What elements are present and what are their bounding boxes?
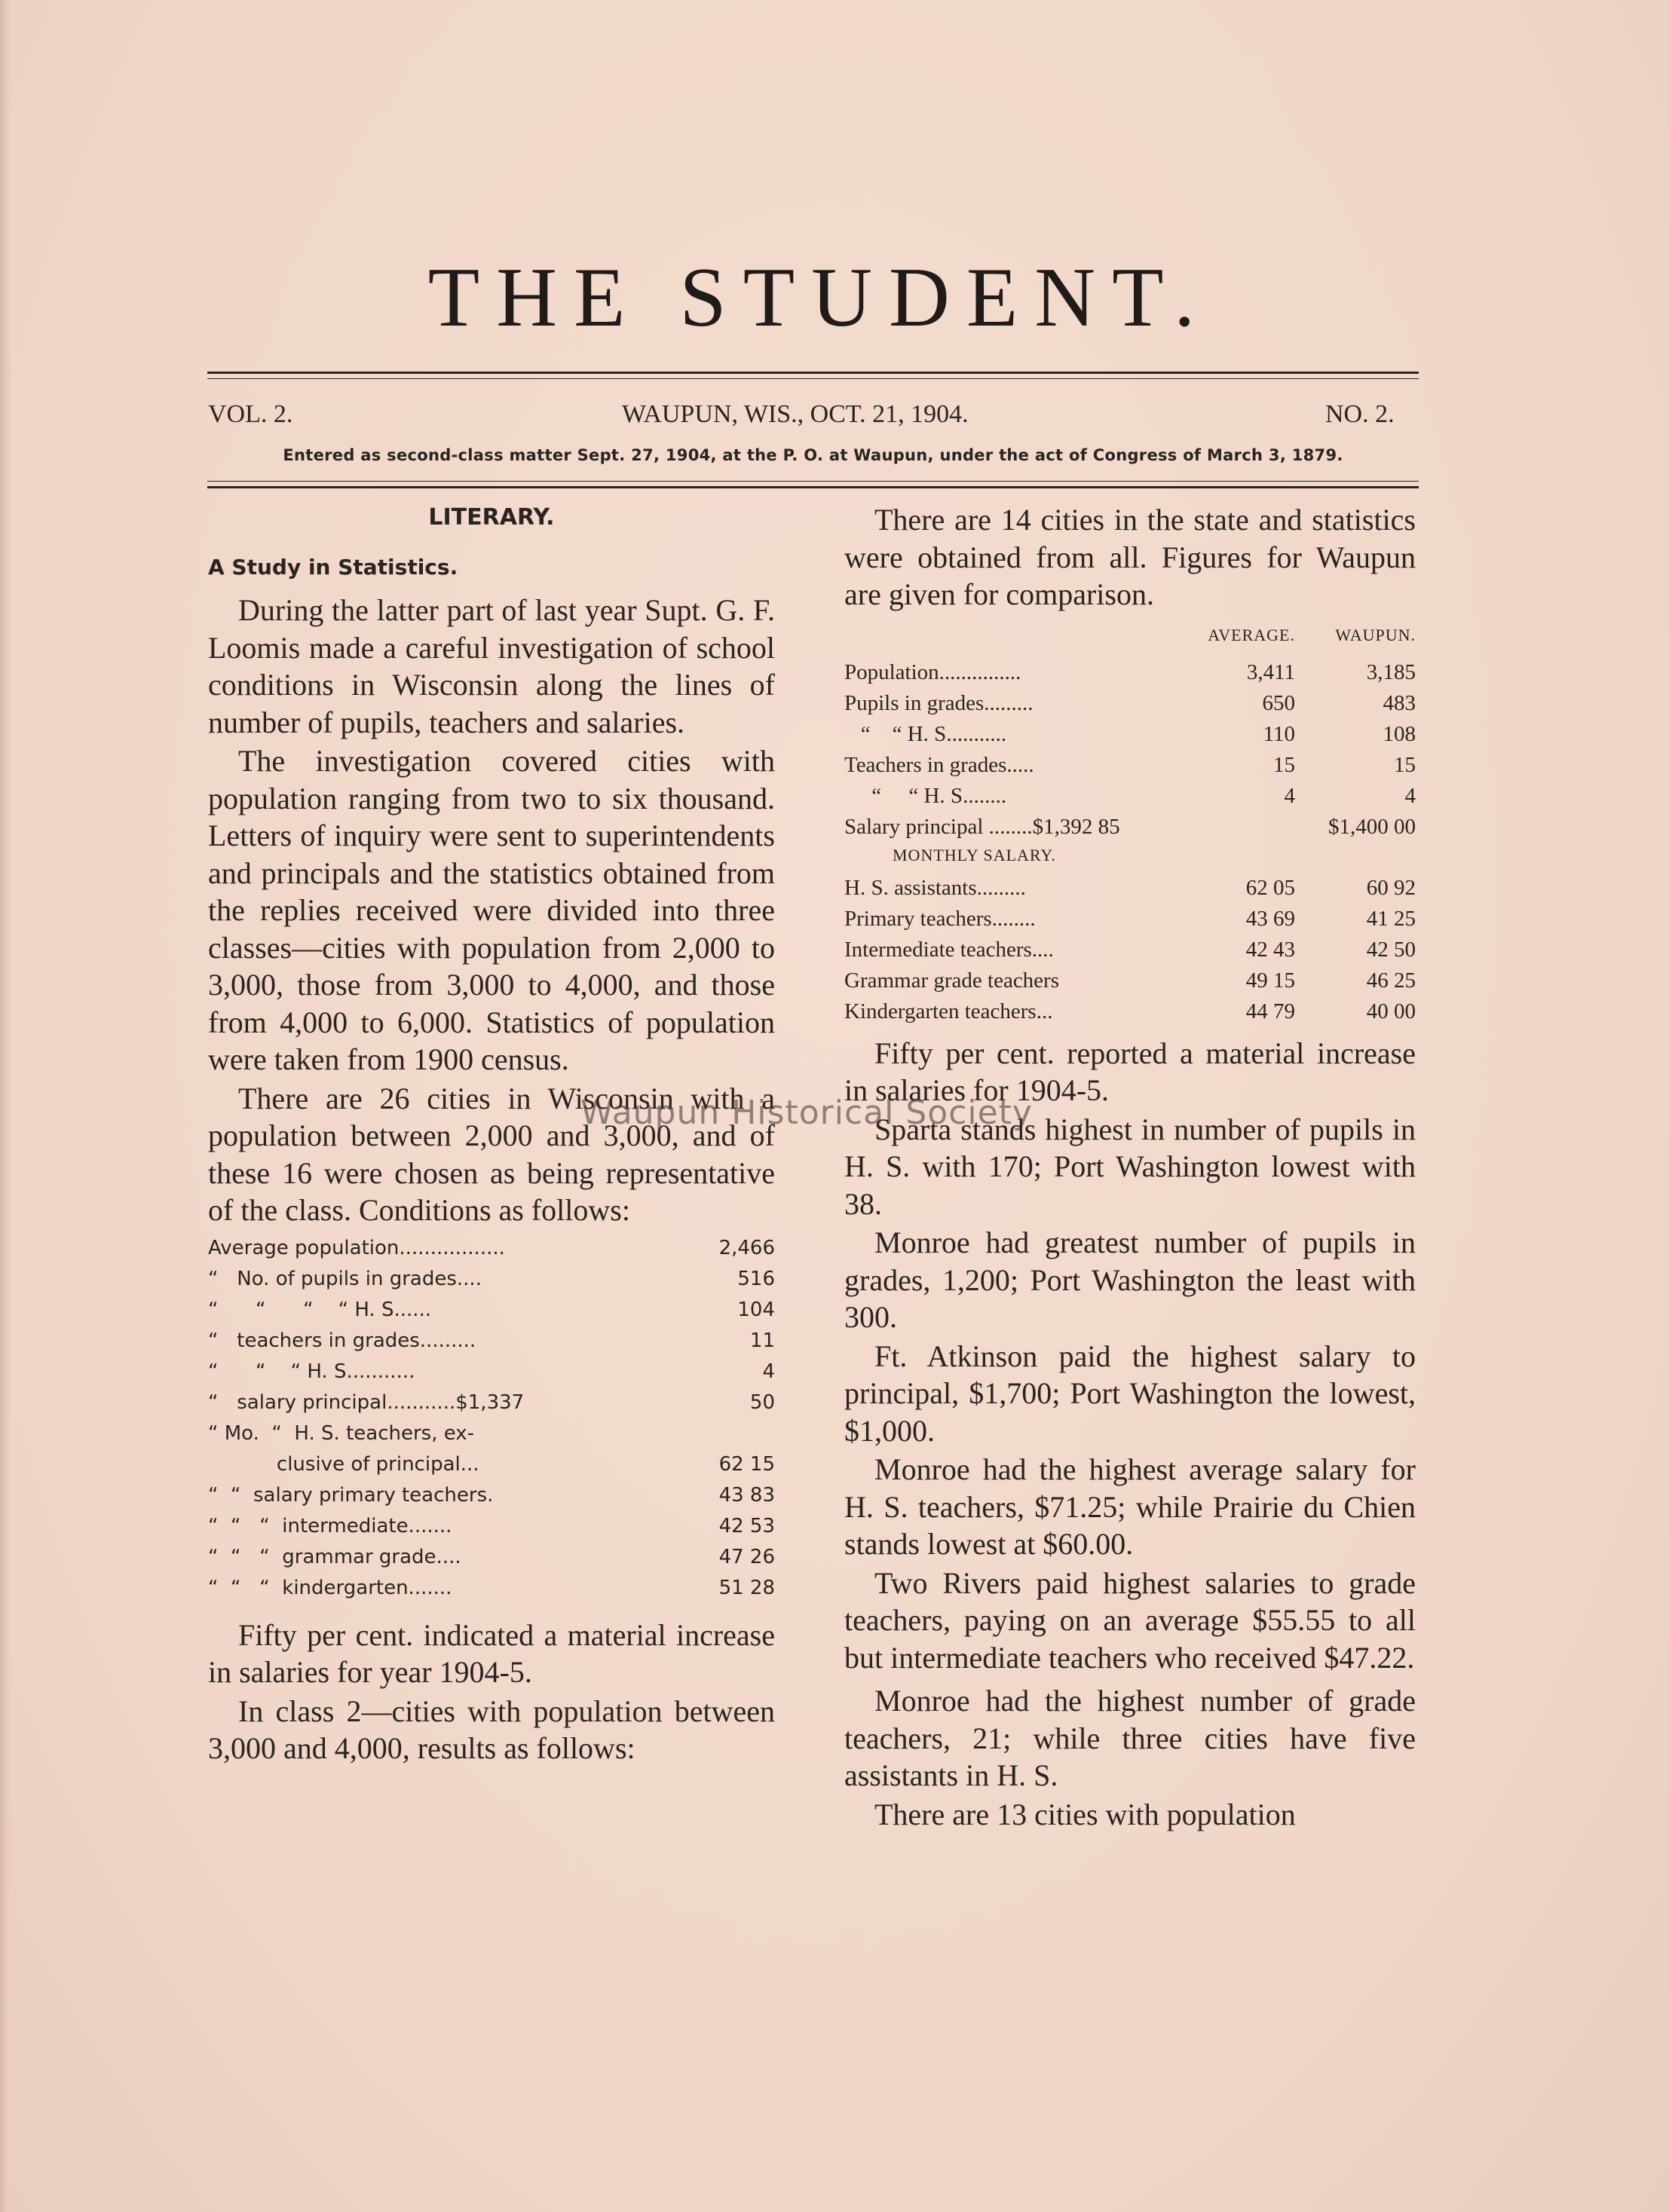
average-value: 650 — [1262, 690, 1295, 715]
class2-comparison-table — [844, 626, 1416, 1030]
table-row — [208, 1360, 775, 1391]
table-row — [208, 1422, 775, 1453]
row-label: Kindergarten teachers... — [844, 999, 1053, 1023]
paragraph: There are 26 cities in Wisconsin with a population between 2,000 and 3,000, and of these 16 were chosen as being representative of the class. Conditions as follows: — [208, 1081, 775, 1227]
stat-label: “ “ “ kindergarten....... — [208, 1576, 452, 1599]
row-label: H. S. assistants......... — [844, 875, 1026, 900]
row-label: Teachers in grades..... — [844, 752, 1034, 777]
stat-label: “ “ salary primary teachers. — [208, 1483, 494, 1507]
stat-value: 50 — [749, 1391, 775, 1414]
paragraph: Ft. Atkinson paid the highest salary to principal, $1,700; Port Washington the lowest, $1,000. — [844, 1339, 1416, 1448]
waupun-value: 108 — [1383, 721, 1416, 746]
class1-stats-table — [208, 1237, 775, 1608]
average-value: 15 — [1273, 752, 1295, 777]
monthly-salary-header — [844, 846, 1416, 876]
waupun-value: 483 — [1383, 690, 1416, 715]
table-row — [208, 1484, 775, 1515]
average-value: 44 79 — [1245, 999, 1295, 1023]
stat-label: “ “ “ grammar grade.... — [208, 1545, 461, 1568]
masthead-rule-bottom-thin — [207, 481, 1419, 482]
stat-value: 516 — [737, 1267, 775, 1290]
average-value: 42 43 — [1245, 937, 1295, 962]
paragraph: Monroe had greatest number of pupils in grades, 1,200; Port Washington the least with 300. — [844, 1225, 1416, 1334]
dateline: WAUPUN, WIS., OCT. 21, 1904. — [622, 400, 969, 428]
average-value: 43 69 — [1245, 906, 1295, 931]
table-row — [844, 753, 1416, 784]
stat-value: 2,466 — [718, 1236, 775, 1259]
postal-notice: Entered as second-class matter Sept. 27, 1904, at the P. O. at Waupun, under the act of Congress of March 3, 1879. — [283, 446, 1343, 464]
paragraph: Sparta stands highest in number of pupils in H. S. with 170; Port Washington lowest with 38. — [844, 1112, 1416, 1221]
waupun-value: 40 00 — [1366, 999, 1416, 1023]
waupun-value: 15 — [1394, 752, 1416, 777]
table-row — [208, 1453, 775, 1484]
stat-label: Average population................. — [208, 1236, 505, 1259]
stat-value: 51 28 — [718, 1576, 775, 1599]
masthead-rule-top — [207, 372, 1419, 374]
waupun-value: 4 — [1404, 783, 1416, 808]
table-row — [844, 907, 1416, 938]
waupun-value: 3,185 — [1366, 659, 1416, 684]
paragraph: There are 13 cities with population — [874, 1797, 1296, 1831]
right-column — [844, 501, 1416, 1834]
table-row — [208, 1515, 775, 1546]
paragraph: Monroe had the highest number of grade teachers, 21; while three cities have five assistants in H. S. — [844, 1684, 1416, 1792]
stat-value: 104 — [737, 1298, 775, 1321]
stat-label: clusive of principal... — [208, 1452, 479, 1476]
average-value: 4 — [1284, 783, 1295, 808]
table-header-row — [844, 626, 1416, 660]
table-row — [844, 722, 1416, 753]
table-row — [844, 660, 1416, 691]
paragraph: Two Rivers paid highest salaries to grade teachers, paying on an average $55.55 to all but intermediate teachers who received $47.22. — [844, 1565, 1416, 1675]
table-row — [844, 968, 1416, 999]
paragraph: Monroe had the highest average salary for H. S. teachers, $71.25; while Prairie du Chien stands lowest at $60.00. — [844, 1452, 1416, 1561]
table-row — [208, 1391, 775, 1422]
monthly-salary-heading: MONTHLY SALARY. — [893, 845, 1056, 864]
stat-label: “ salary principal...........$1,337 — [208, 1391, 525, 1414]
average-value: 49 15 — [1245, 968, 1295, 993]
table-row — [844, 691, 1416, 722]
stat-value: 47 26 — [718, 1545, 775, 1568]
page-spine — [0, 0, 11, 2212]
paragraph: There are 14 cities in the state and statistics were obtained from all. Figures for Waupun are given for comparison. — [844, 503, 1416, 611]
table-row — [208, 1268, 775, 1299]
row-label: “ “ H. S........ — [844, 783, 1007, 808]
row-label: Intermediate teachers.... — [844, 937, 1054, 962]
waupun-value: 42 50 — [1366, 937, 1416, 962]
stat-value: 62 15 — [718, 1452, 775, 1476]
average-value: 110 — [1263, 721, 1295, 746]
average-value: 62 05 — [1245, 875, 1295, 900]
stat-label: “ No. of pupils in grades.... — [208, 1267, 482, 1290]
table-row — [208, 1299, 775, 1329]
table-row — [208, 1577, 775, 1608]
masthead-rule-bottom — [207, 486, 1419, 488]
stat-value — [669, 1422, 775, 1453]
stat-value: 4 — [762, 1360, 775, 1383]
waupun-value: 46 25 — [1366, 968, 1416, 993]
row-label: Salary principal ........$1,392 85 — [844, 814, 1120, 839]
waupun-value: $1,400 00 — [1328, 814, 1416, 839]
table-row — [844, 938, 1416, 968]
issue-number: NO. 2. — [1325, 400, 1395, 428]
masthead-title: THE STUDENT. — [427, 251, 1212, 344]
masthead-rule-top-thin — [207, 378, 1419, 379]
article-headline: A Study in Statistics. — [208, 555, 458, 580]
row-label: Population............... — [844, 659, 1021, 684]
table-row — [844, 999, 1416, 1030]
table-row — [844, 784, 1416, 815]
paragraph: In class 2—cities with population between 3,000 and 4,000, results as follows: — [208, 1693, 775, 1765]
column-header-average: AVERAGE. — [1208, 625, 1295, 644]
stat-value: 11 — [749, 1329, 775, 1352]
table-row — [208, 1329, 775, 1360]
paragraph: The investigation covered cities with population ranging from two to six thousand. Letters of inquiry were sent to superintendents and principals and the statistics obtained from the replies received were divided into three classes—cities with population from 2,000 to 3,000, those from 3,000 to 4,000, and those from 4,000 to 6,000. Statistics of population were taken from 1900 census. — [208, 744, 775, 1076]
row-label: Pupils in grades......... — [844, 690, 1034, 715]
stat-value: 42 53 — [718, 1514, 775, 1537]
row-label: Primary teachers........ — [844, 906, 1036, 931]
watermark: Waupun Historical Society — [580, 1094, 1033, 1132]
stat-label: “ “ “ “ H. S...... — [208, 1298, 432, 1321]
paragraph: Fifty per cent. reported a material increase in salaries for 1904-5. — [844, 1036, 1416, 1107]
stat-label: “ “ “ H. S........... — [208, 1360, 415, 1383]
waupun-value: 41 25 — [1366, 906, 1416, 931]
paragraph: Fifty per cent. indicated a material increase in salaries for year 1904-5. — [208, 1617, 775, 1689]
table-row — [208, 1546, 775, 1577]
waupun-value: 60 92 — [1366, 875, 1416, 900]
row-label: Grammar grade teachers — [844, 968, 1060, 993]
stat-label: “ Mo. “ H. S. teachers, ex- — [208, 1421, 475, 1445]
table-row — [844, 876, 1416, 907]
column-header-waupun: WAUPUN. — [1335, 625, 1416, 644]
stat-value: 43 83 — [718, 1483, 775, 1507]
section-heading: LITERARY. — [428, 504, 555, 531]
table-row — [844, 815, 1416, 846]
stat-label: “ teachers in grades......... — [208, 1329, 476, 1352]
volume: VOL. 2. — [208, 400, 293, 428]
row-label: “ “ H. S........... — [844, 721, 1007, 746]
paragraph: During the latter part of last year Supt. G. F. Loomis made a careful investigation of school conditions in Wisconsin along the lines of number of pupils, teachers and salaries. — [208, 593, 775, 739]
average-value: 3,411 — [1246, 659, 1295, 684]
stat-label: “ “ “ intermediate....... — [208, 1514, 452, 1537]
table-row — [208, 1237, 775, 1268]
